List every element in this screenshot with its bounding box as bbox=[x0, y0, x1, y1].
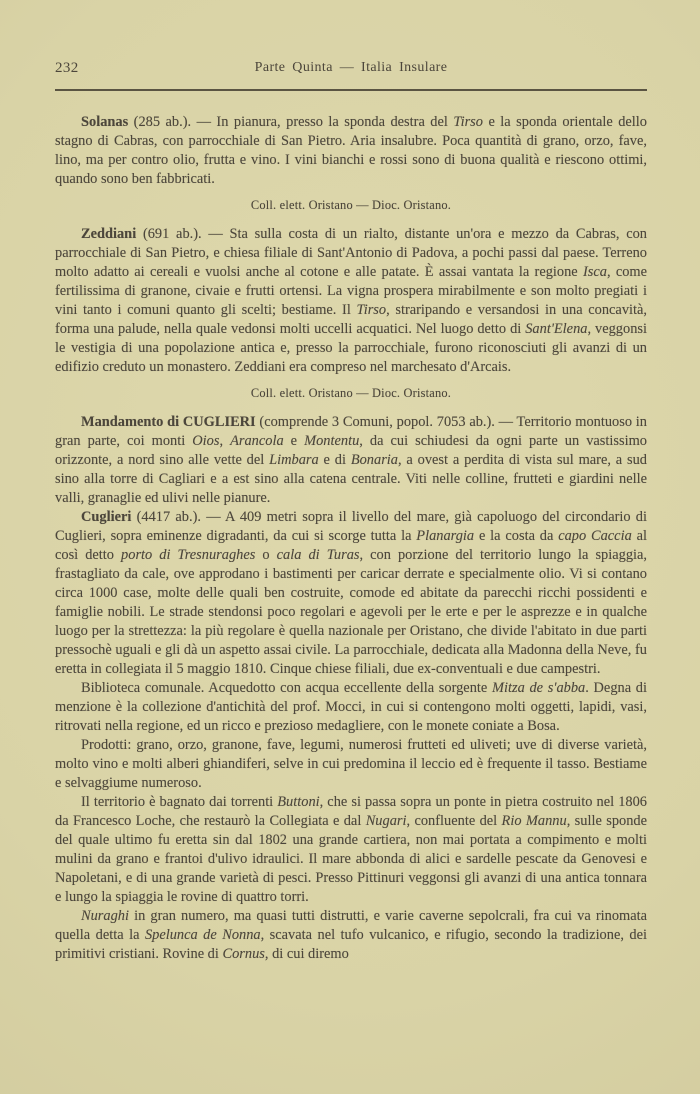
entry-zeddiani bbox=[55, 225, 647, 377]
text-run: Coll. elett. Oristano — Dioc. Oristano. bbox=[250, 386, 452, 400]
text-run: porto di Tresnuraghes bbox=[121, 547, 256, 563]
page-number: 232 bbox=[55, 60, 79, 76]
text-block bbox=[55, 113, 647, 964]
text-run: , straripando e versandosi in una concavità, forma una palude, nella quale vedonsi molti uccelli acquatici. Nel luogo detto di bbox=[55, 302, 647, 337]
entry-cuglieri bbox=[55, 508, 647, 679]
text-run: Tirso bbox=[453, 114, 483, 130]
text-run: Prodotti: grano, orzo, granone, fave, legumi, numerosi frutteti ed uliveti; uve di diverse varietà, molto vino e molti alberi ghiandiferi, selve in cui predomina il leccio ed è frequente il tasso. Bestiame e selvaggiume numeroso. bbox=[55, 737, 647, 791]
text-run: capo Caccia bbox=[558, 528, 632, 544]
text-run: Spelunca de Nonna bbox=[144, 927, 261, 943]
text-run: Il territorio è bagnato dai torrenti bbox=[81, 794, 278, 810]
text-run: Cornus bbox=[222, 946, 265, 962]
text-run: , bbox=[219, 433, 231, 449]
electoral-note bbox=[55, 384, 647, 403]
text-run: e di bbox=[318, 452, 351, 468]
paragraph-nuraghi bbox=[55, 907, 647, 964]
text-run: (691 ab.). — Sta sulla costa di un rialto, distante un'ora e mezzo da Cabras, con parrocchiale di San Pietro, e chiesa filiale di Sant'Antonio di Padova, a pochi passi dal paese. Terreno molto adatto ai cereali e vuolsi anche al cotone e alle patate. È assai vantata la regione bbox=[55, 226, 647, 280]
text-run: Isca bbox=[582, 264, 607, 280]
text-run: (comprende 3 Comuni, popol. 7053 ab.). — Territorio montuoso in gran parte, coi monti bbox=[55, 414, 647, 449]
text-run: Oios bbox=[192, 433, 220, 449]
text-run: al così detto bbox=[55, 528, 647, 563]
text-run: (285 ab.). — In pianura, presso la sponda destra del bbox=[128, 114, 454, 130]
text-run: , confluente del bbox=[406, 813, 502, 829]
text-run: Tirso bbox=[356, 302, 387, 318]
text-run: , sulle sponde del quale ultimo fu eretta sin dal 1802 una grande cartiera, non mai portata a compimento e molti mulini da grano e frantoi d'ulivo idraulici. Il mare abbonda di alici e sardelle pescate da Genovesi e Napoletani, e di una grande varietà di pesci. Presso Pittinuri veggonsi gli avanzi di una antica tonnara e lungo la spiaggia le rovine di quattro torri. bbox=[55, 813, 647, 905]
page-header bbox=[55, 60, 647, 80]
paragraph-territorio bbox=[55, 793, 647, 907]
entry-solanas bbox=[55, 113, 647, 189]
text-run: Montentu bbox=[304, 433, 360, 449]
text-run: e la sponda orientale dello stagno di Cabras, con parrocchiale di San Pietro. Aria insalubre. Poca quantità di grano, orzo, fave, lino, ma per contro olio, frutta e vino. I vini bianchi e rossi sono di buona qualità e riescono ottimi, quando sono ben fabbricati. bbox=[55, 114, 647, 187]
text-run: , di cui diremo bbox=[264, 946, 349, 962]
text-run: Solanas bbox=[81, 114, 129, 130]
text-run: , a ovest a perdita di vista sul mare, a sud sino alla torre di Cagliari e a est sino alla catena centrale. Viti nelle colline, frutteti e giardini nelle valli, granaglie ed ulivi nelle pianure. bbox=[55, 452, 648, 506]
running-title: Parte Quinta — Italia Insulare bbox=[254, 60, 448, 75]
text-run: o bbox=[255, 547, 277, 563]
text-run: cala di Turas bbox=[276, 547, 360, 563]
text-run: e la costa da bbox=[474, 528, 559, 544]
text-run: , da cui schiudesi da ogni parte un vastissimo orizzonte, a nord sino alle vette del bbox=[55, 433, 647, 468]
paragraph-prodotti bbox=[55, 736, 647, 793]
text-run: Nuraghi bbox=[81, 908, 129, 924]
text-run: Cuglieri bbox=[81, 509, 132, 525]
text-run: . Degna di menzione è la collezione d'antichità del prof. Mocci, in cui si contengono molti oggetti, lapidi, vasi, ritrovati nella regione, ed un ricco e prezioso medagliere, con le monete coniate a Bosa. bbox=[55, 680, 647, 734]
electoral-note bbox=[55, 196, 647, 215]
header-rule bbox=[55, 89, 647, 91]
text-run: Limbara bbox=[269, 452, 319, 468]
text-run: , con porzione del territorio lungo la spiaggia, frastagliato da cale, ove approdano i bastimenti per caricar derrate e specialmente olio. Vi si contano circa 1000 case, molte delle quali ben costruite, comode ed abitate da parecchi ricchi possidenti e famiglie nobili. Le strade stendonsi poco regolari e agevoli per le erte e per le asprezze e in qualche luogo per la strettezza: la più regolare è quella nazionale per Oristano, che divide l'abitato in due parti pressochè uguali e gli dà un aspetto assai civile. La parrocchiale, dedicata alla Madonna della Neve, fu eretta in collegiata il 5 maggio 1810. Cinque chiese filiali, due ex-conventuali e due campestri. bbox=[55, 547, 648, 677]
text-run: Sant'Elena bbox=[525, 321, 588, 337]
text-run: , che si passa sopra un ponte in pietra costruito nel 1806 da Francesco Loche, che restaurò la Collegiata e dal bbox=[55, 794, 647, 829]
text-run: Coll. elett. Oristano — Dioc. Oristano. bbox=[250, 198, 452, 212]
text-run: Zeddiani bbox=[81, 226, 137, 242]
text-run: in gran numero, ma quasi tutti distrutti, e varie caverne sepolcrali, fra cui va rinomata quella detta la bbox=[55, 908, 647, 943]
entry-mandamento-cuglieri bbox=[55, 413, 647, 508]
text-run: (4417 ab.). — A 409 metri sopra il livello del mare, già capoluogo del circondario di Cuglieri, sopra eminenze digradanti, da cui si scorge tutta la bbox=[55, 509, 647, 544]
text-run: Mandamento di CUGLIERI bbox=[81, 414, 256, 430]
text-run: , veggonsi le vestigia di una popolazione antica e, presso la parrocchiale, furono riconosciuti gli avanzi di un edifizio creduto un monastero. Zeddiani era compreso nel marchesato d'Arcais. bbox=[55, 321, 647, 375]
text-run: Rio Mannu bbox=[501, 813, 567, 829]
text-run: e bbox=[283, 433, 305, 449]
text-run: Bonaria bbox=[350, 452, 398, 468]
paragraph-biblioteca bbox=[55, 679, 647, 736]
text-run: Arancola bbox=[230, 433, 284, 449]
text-run: Nugari bbox=[365, 813, 407, 829]
text-run: Planargia bbox=[416, 528, 475, 544]
text-run: , come fertilissima di granone, civaie e frutti ortensi. La vigna prospera mirabilmente e son molto pregiati i vini tanto i comuni quanto gli scelti; bestiame. Il bbox=[55, 264, 648, 318]
text-run: Buttoni bbox=[277, 794, 320, 810]
text-run: Biblioteca comunale. Acquedotto con acqua eccellente della sorgente bbox=[81, 680, 492, 696]
text-run: , scavata nel tufo vulcanico, e rifugio, secondo la tradizione, dei primitivi cristiani. Rovine di bbox=[55, 927, 647, 962]
text-run: Mitza de s'abba bbox=[491, 680, 586, 696]
